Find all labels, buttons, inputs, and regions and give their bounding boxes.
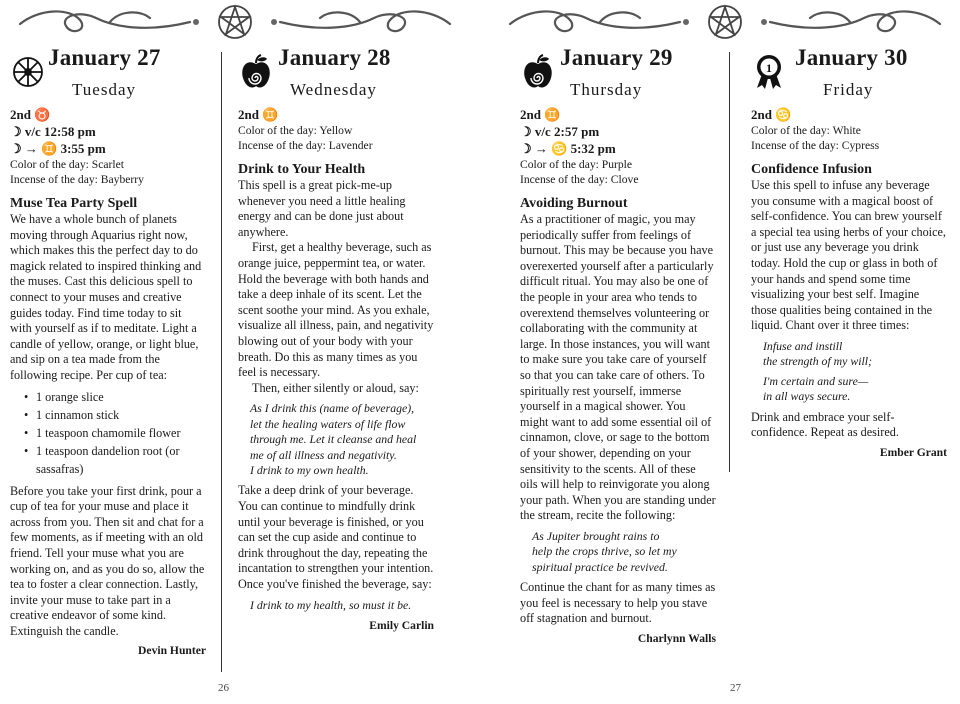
left-page bbox=[0, 0, 470, 704]
incantation bbox=[751, 339, 947, 405]
moon-sign-change: ☽ → ♋ 5:32 pm bbox=[520, 141, 616, 156]
moon-phase: 2nd ♊ bbox=[238, 107, 279, 122]
incense-of-day: Incense of the day: Bayberry bbox=[10, 173, 144, 186]
incantation bbox=[520, 529, 716, 575]
recipe-item: • 1 orange slice bbox=[24, 388, 206, 406]
day-entry-january-29 bbox=[520, 45, 716, 646]
color-of-day: Color of the day: Purple bbox=[520, 158, 633, 171]
spell-paragraph: Then, either silently or aloud, say: bbox=[252, 380, 419, 395]
incantation-line: As I drink this (name of beverage), bbox=[250, 401, 415, 416]
spell-author: Emily Carlin bbox=[369, 618, 434, 632]
moon-phase: 2nd ♉ bbox=[10, 107, 51, 122]
page-number: 26 bbox=[218, 682, 229, 694]
spell-paragraph: This spell is a great pick-me-up whenever you need a little healing energy and can be done just about anywhere. bbox=[238, 178, 406, 239]
color-of-day: Color of the day: Scarlet bbox=[10, 158, 124, 171]
incantation-line: As Jupiter brought rains to bbox=[532, 528, 660, 543]
pentacle-icon bbox=[709, 6, 741, 38]
incantation-line: spiritual practice be revived. bbox=[532, 559, 668, 574]
spell-author: Devin Hunter bbox=[138, 644, 206, 658]
moon-sign-change: ☽ → ♊ 3:55 pm bbox=[10, 141, 106, 156]
spell-title: Confidence Infusion bbox=[751, 162, 872, 177]
spell-title: Muse Tea Party Spell bbox=[10, 196, 138, 211]
day-date: January 28 bbox=[278, 45, 391, 70]
incantation-line: Infuse and instill bbox=[763, 338, 843, 353]
incantation-line: through me. Let it cleanse and heal bbox=[250, 432, 417, 447]
color-of-day: Color of the day: Yellow bbox=[238, 124, 353, 137]
spell-paragraph: We have a whole bunch of planets moving through Aquarius right now, which makes this the perfect day to do magick related to inspired thinking and the muses. Cast this delicious spell to connect to your muses and creative guides today. Find time today to sit with yourself as if to meditate. Light a candle of yellow, orange, or light blue, and sip on a tea made from the following recipe. Per cup of tea: bbox=[10, 212, 202, 382]
spell-author: Ember Grant bbox=[879, 445, 947, 459]
closing-incantation: I drink to my health, so must it be. bbox=[250, 597, 412, 612]
spell-paragraph: Continue the chant for as many times as you feel is necessary to help you stave off stagnation and burnout. bbox=[520, 580, 716, 626]
day-weekday: Thursday bbox=[570, 80, 643, 99]
wheel-icon bbox=[12, 54, 44, 90]
incantation-line: help the crops thrive, so let my bbox=[532, 544, 677, 559]
spell-paragraph: Use this spell to infuse any beverage you consume with a magical boost of self-confidence. You can brew yourself a special tea using herbs of your choice, or just use any beverage you drink today. Hold the cup or glass in both of your hands and spend some time visualizing your best self. Imagine those qualities being contained in the liquid. Chant over it three times: bbox=[751, 178, 946, 333]
column-divider bbox=[221, 52, 222, 672]
day-header bbox=[10, 45, 206, 106]
day-entry-january-27 bbox=[10, 45, 206, 659]
recipe-list bbox=[10, 388, 206, 478]
recipe-item: • 1 cinnamon stick bbox=[24, 406, 206, 424]
spell-paragraph: Drink and embrace your self-confidence. Repeat as desired. bbox=[751, 409, 899, 440]
incantation-line: let the healing waters of life flow bbox=[250, 416, 406, 431]
spell-author: Charlynn Walls bbox=[637, 631, 716, 645]
apple-icon bbox=[240, 54, 272, 90]
recipe-item: • 1 teaspoon dandelion root (or sassafras) bbox=[24, 442, 206, 478]
scroll-ornament-icon bbox=[0, 2, 470, 42]
page-number: 27 bbox=[730, 682, 741, 694]
recipe-item: • 1 teaspoon chamomile flower bbox=[24, 424, 206, 442]
day-entry-january-28 bbox=[238, 45, 434, 634]
day-header bbox=[751, 45, 947, 106]
day-date: January 27 bbox=[48, 45, 161, 70]
moon-void-course: ☽ v/c 2:57 pm bbox=[520, 124, 600, 139]
incense-of-day: Incense of the day: Cypress bbox=[751, 139, 880, 152]
column-divider bbox=[729, 52, 730, 472]
day-weekday: Friday bbox=[823, 80, 874, 99]
spell-paragraph: Before you take your first drink, pour a cup of tea for your muse and place it across from you. Then sit and chat for a few moments, as if meeting with an old friend. Tell your muse what you are working on, and as you do so, allow the tea to foster a clear connection. Lastly, invite your muse to take part in a creative endeavor of some kind. Extinguish the candle. bbox=[10, 483, 205, 638]
incantation-line: me of all illness and negativity. bbox=[250, 447, 397, 462]
spell-paragraph: First, get a healthy beverage, such as orange juice, peppermint tea, or water. Hold the beverage with both hands and take a deep inhale of its scent. Let the scent soothe your mind. As you exhale, visualize all illness, pain, and negativity blowing out of your body with your breath. Do this as many times as you feel is necessary. bbox=[238, 240, 434, 380]
incantation-line: I drink to my own health. bbox=[250, 462, 369, 477]
color-of-day: Color of the day: White bbox=[751, 124, 861, 137]
day-date: January 30 bbox=[795, 45, 908, 70]
moon-phase: 2nd ♊ bbox=[520, 107, 561, 122]
incantation-line: I'm certain and sure— bbox=[763, 373, 869, 388]
incense-of-day: Incense of the day: Clove bbox=[520, 173, 639, 186]
day-weekday: Tuesday bbox=[72, 80, 136, 99]
incense-of-day: Incense of the day: Lavender bbox=[238, 139, 373, 152]
moon-void-course: ☽ v/c 12:58 pm bbox=[10, 124, 96, 139]
day-entry-january-30 bbox=[751, 45, 947, 460]
spell-title: Drink to Your Health bbox=[238, 162, 366, 177]
spell-title: Avoiding Burnout bbox=[520, 196, 628, 211]
incantation bbox=[238, 401, 434, 478]
moon-phase: 2nd ♋ bbox=[751, 107, 792, 122]
apple-icon bbox=[522, 54, 554, 90]
day-header bbox=[520, 45, 716, 106]
incantation-line: in all ways secure. bbox=[763, 389, 851, 404]
pentacle-icon bbox=[219, 6, 251, 38]
day-header bbox=[238, 45, 434, 106]
award-ribbon-icon bbox=[753, 54, 785, 90]
day-date: January 29 bbox=[560, 45, 673, 70]
scroll-ornament-icon bbox=[490, 2, 960, 42]
incantation-line: the strength of my will; bbox=[763, 354, 873, 369]
svg-text:1: 1 bbox=[766, 61, 772, 75]
spell-paragraph: As a practitioner of magic, you may periodically suffer from feelings of burnout. This may be because you have overexerted yourself after a particularly difficult ritual. You may also be one of the people in your area who tends to overextend themselves volunteering or collaborating with the community at large. In those instances, you will want to make sure you take care of yourself so that you can take care of others. To spiritually rest yourself, immerse yourself in a magical shower. You might want to add some essential oil of cinnamon, clove, or sage to the bottom of your shower, depending on your sensitivity to the scents. All of these oils will help to reinvigorate you along your path. When you are standing under the stream, recite the following: bbox=[520, 212, 716, 523]
day-weekday: Wednesday bbox=[290, 80, 377, 99]
spell-paragraph: Take a deep drink of your beverage. You can continue to mindfully drink until your beverage is finished, or you can set the cup aside and continue to drink throughout the day, repeating the incantation to strengthen your intention. Once you've finished the beverage, say: bbox=[238, 483, 434, 591]
right-page bbox=[490, 0, 960, 704]
